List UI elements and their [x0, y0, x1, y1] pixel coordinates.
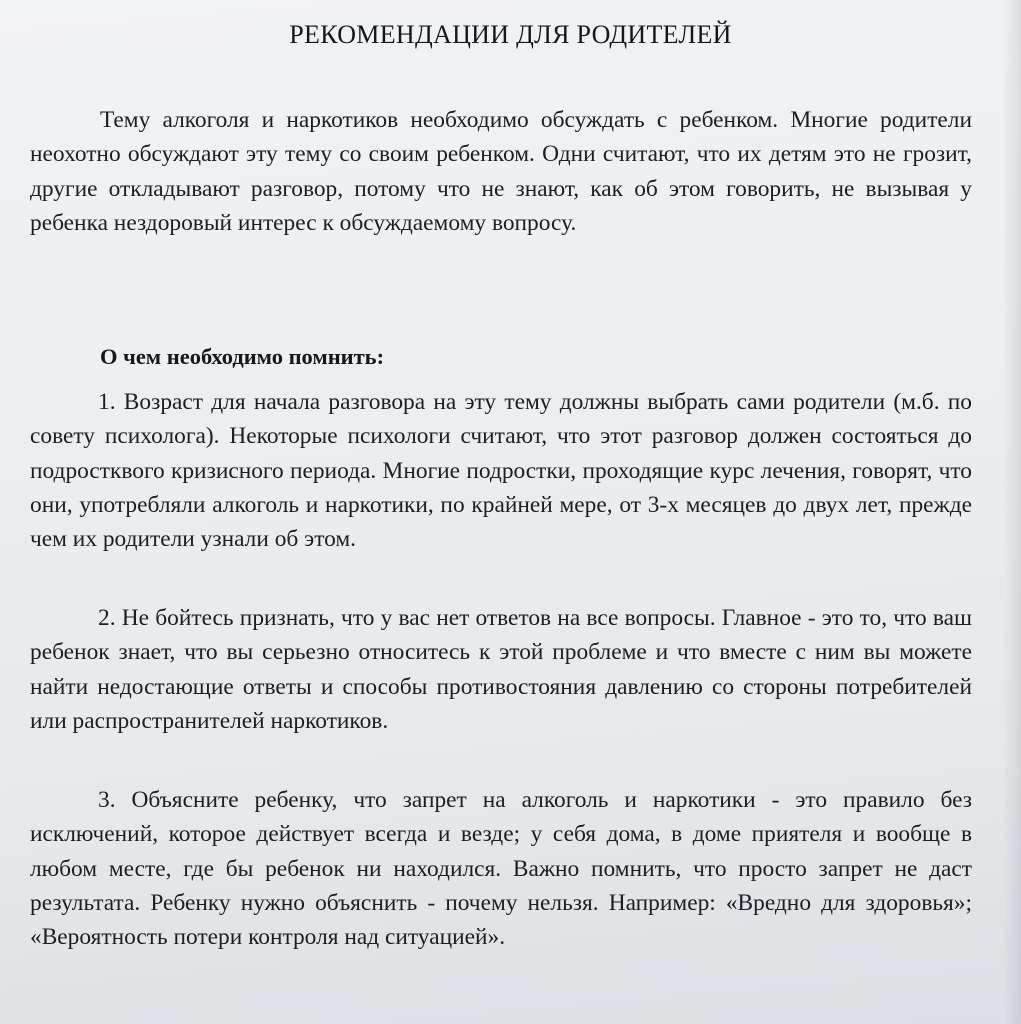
- page-edge-shadow: [1003, 0, 1021, 1024]
- intro-paragraph: Тему алкоголя и наркотиков необходимо обсуждать с ребенком. Многие родители неохотно обсуждают эту тему со своим ребенком. Одни считают, что их детям это не грозит, другие откладывают разговор, потому что не знают, как об этом говорить, не вызывая у ребенка нездоровый интерес к обсуждаемому вопросу.: [30, 107, 972, 236]
- recommendation-item-3: 3. Объясните ребенку, что запрет на алкоголь и наркотики - это правило без исключений, которое действует всегда и везде; у себя дома, в доме приятеля и вообще в любом месте, где бы ребенок ни находился. Важно помнить, что просто запрет не даст результата. Ребенку нужно объяснить - почему нельзя. Например: «Вредно для здоровья»; «Вероятность потери контроля над ситуацией».: [30, 787, 972, 951]
- section-heading: О чем необходимо помнить:: [100, 344, 385, 369]
- recommendation-item-1: 1. Возраст для начала разговора на эту тему должны выбрать сами родители (м.б. по совету психолога). Некоторые психологи считают, что этот разговор должен состояться до подростквого кризисного периода. Многие подростки, проходящие курс лечения, говорят, что они, употребляли алкоголь и наркотики, по крайней мере, от 3-х месяцев до двух лет, прежде чем их родители узнали об этом.: [30, 389, 972, 553]
- document-title: РЕКОМЕНДАЦИИ ДЛЯ РОДИТЕЛЕЙ: [289, 20, 732, 49]
- recommendation-item-2: 2. Не бойтесь признать, что у вас нет ответов на все вопросы. Главное - это то, что ваш ребенок знает, что вы серьезно относитесь к этой проблеме и что вместе с ним вы можете найти недостающие ответы и способы противостояния давлению со стороны потребителей или распространителей наркотиков.: [30, 605, 972, 734]
